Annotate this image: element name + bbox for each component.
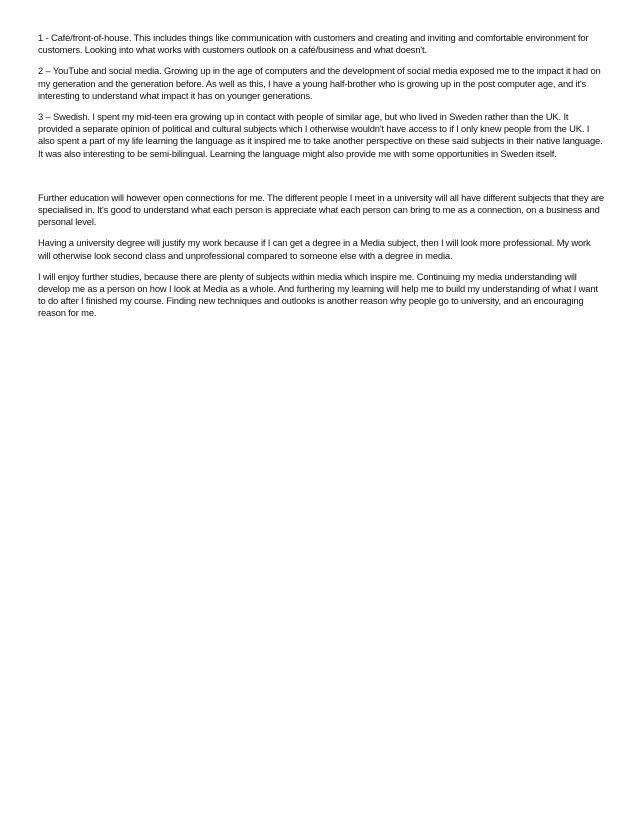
paragraph-reason-swedish: 3 – Swedish. I spent my mid-teen era growing up in contact with people of similar age, but who lived in Sweden rather than the UK. It provided a separate opinion of political and cultural subjects which I otherwise wouldn't have access to if I only knew people from the UK. I also spent a part of my life learning the language as it inspired me to take another perspective on these said subjects in their native language. It was also interesting to be semi-bilingual. Learning the language might also provide me with some opportunities in Sweden itself. xyxy=(38,111,603,159)
section-spacer xyxy=(38,169,604,192)
paragraph-connections: Further education will however open connections for me. The different people I meet in a university will all have different subjects that they are specialised in. It's good to understand what each person is appreciate what each person can bring to me as a connection, on a business and personal level. xyxy=(38,191,604,228)
paragraph-reason-youtube: 2 – YouTube and social media. Growing up in the age of computers and the development of social media exposed me to the impact it had on my generation and the generation before. As well as this, I have a young half-brother who is growing up in the post computer age, and it's interesting to understand what impact it has on younger generations. xyxy=(38,65,601,101)
paragraph-degree: Having a university degree will justify my work because if I can get a degree in a Media subject, then I will look more professional. My work will otherwise look second class and unprofessional compared to someone else with a degree in media. xyxy=(38,237,591,261)
document-page xyxy=(38,32,604,329)
paragraph-enjoy-studies: I will enjoy further studies, because there are plenty of subjects within media which inspire me. Continuing my media understanding will develop me as a person on how I look at Media as a whole. And furthering my learning will help me to build my understanding of what I want to do after I finished my course. Finding new techniques and outlooks is another reason why people go to university, and an encouraging reason for me. xyxy=(38,270,598,319)
paragraph-reason-cafe: 1 - Café/front-of-house. This includes things like communication with customers and creating and inviting and comfortable environment for customers. Looking into what works with customers outlook on a café/business and what doesn't. xyxy=(38,32,589,56)
